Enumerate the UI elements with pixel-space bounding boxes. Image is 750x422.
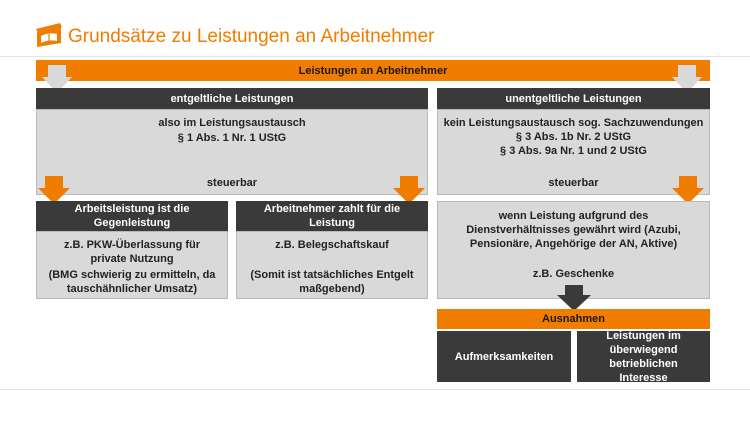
betriebliches-interesse-label: Leistungen im überwiegend betrieblichen Interesse (606, 329, 681, 384)
ausnahmen-header (437, 309, 710, 329)
footer-divider (0, 389, 750, 390)
orange-arrow-right-icon (672, 176, 704, 204)
unentgeltliche-line1: kein Leistungsaustausch sog. Sachzuwendungen (443, 117, 704, 129)
orange-arrow-middle-icon (393, 176, 425, 204)
aufmerksamkeiten-box (437, 331, 571, 382)
unentgeltliche-body (437, 109, 710, 195)
unentgeltlich-sub-line1: wenn Leistung aufgrund des Dienstverhältnisses gewährt wird (Azubi, Pensionäre, Angehörige der AN, Aktive) (466, 210, 681, 250)
sub2-header (236, 201, 428, 231)
sub1-header (36, 201, 228, 231)
top-bar-leistungen (36, 60, 710, 81)
dark-arrow-down-icon (557, 285, 591, 311)
unentgeltliche-line2: § 3 Abs. 1b Nr. 2 UStG (515, 131, 632, 143)
entgeltliche-header (36, 88, 428, 109)
ausnahmen-label: Ausnahmen (542, 313, 605, 325)
entgeltliche-status: steuerbar (206, 177, 258, 189)
unentgeltliche-header (437, 88, 710, 109)
sub1-body (36, 231, 228, 299)
top-bar-label: Leistungen an Arbeitnehmer (298, 64, 448, 77)
sub2-line2: (Somit ist tatsächliches Entgelt maßgebend) (250, 269, 414, 295)
unentgeltliche-line3: § 3 Abs. 9a Nr. 1 und 2 UStG (500, 145, 647, 157)
sub2-line1: z.B. Belegschaftskauf (275, 239, 389, 251)
betriebliches-interesse-box (577, 331, 710, 382)
sub1-line1: z.B. PKW-Überlassung für private Nutzung (63, 239, 201, 265)
entgeltliche-line1: also im Leistungsaustausch (158, 117, 306, 129)
page-title: Grundsätze zu Leistungen an Arbeitnehmer (68, 26, 435, 47)
book-logo-icon (34, 21, 64, 49)
sub1-header-label: Arbeitsleistung ist die Gegenleistung (74, 203, 190, 229)
sub1-line2: (BMG schwierig zu ermitteln, da tauschähnlicher Umsatz) (48, 269, 216, 295)
aufmerksamkeiten-label: Aufmerksamkeiten (454, 350, 554, 363)
unentgeltliche-status: steuerbar (548, 177, 599, 189)
header-divider (0, 56, 750, 57)
sub2-body (236, 231, 428, 299)
entgeltliche-line2: § 1 Abs. 1 Nr. 1 UStG (177, 132, 287, 144)
entgeltliche-header-label: entgeltliche Leistungen (170, 92, 294, 105)
unentgeltlich-sub-line2: z.B. Geschenke (532, 268, 615, 280)
entgeltliche-body (36, 109, 428, 195)
orange-arrow-left-icon (38, 176, 70, 204)
unentgeltliche-header-label: unentgeltliche Leistungen (505, 92, 642, 105)
sub2-header-label: Arbeitnehmer zahlt für die Leistung (263, 203, 401, 229)
